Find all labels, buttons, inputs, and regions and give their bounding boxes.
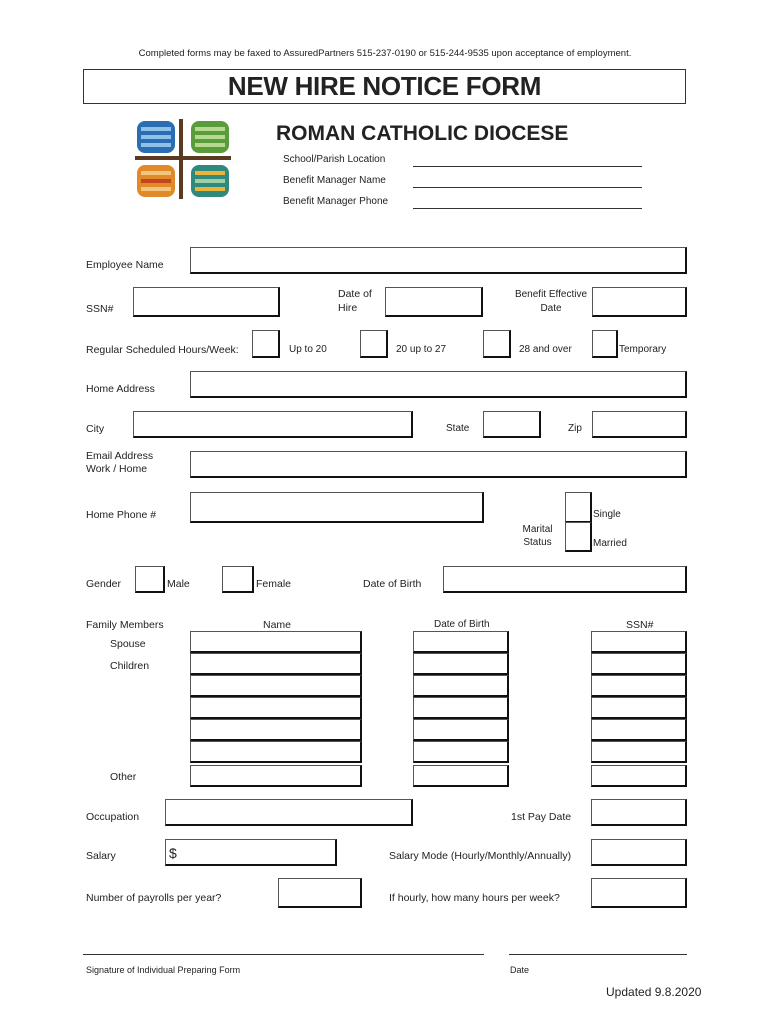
home-phone-label: Home Phone # [86, 509, 157, 521]
doh-label-2: Hire [338, 302, 358, 314]
family-dob-cell[interactable] [413, 741, 509, 763]
family-ssn-cell[interactable] [591, 765, 687, 787]
gender-label: Gender [86, 578, 122, 590]
hours-per-week-field[interactable] [591, 878, 687, 908]
col-ssn-header: SSN# [626, 619, 654, 631]
email-label-2: Work / Home [86, 463, 148, 475]
marital-label-2: Status [523, 537, 552, 548]
city-field[interactable] [133, 411, 413, 438]
family-name-cell[interactable] [190, 765, 362, 787]
hours-28plus-label: 28 and over [519, 344, 572, 355]
female-label: Female [256, 578, 292, 590]
married-checkbox[interactable] [565, 522, 592, 552]
city-label: City [86, 423, 105, 435]
occupation-field[interactable] [165, 799, 413, 826]
email-label-1: Email Address [86, 450, 154, 462]
manager-phone-line[interactable] [413, 208, 642, 209]
signature-date-label: Date [510, 965, 530, 975]
family-ssn-cell[interactable] [591, 719, 687, 741]
family-dob-cell[interactable] [413, 765, 509, 787]
ssn-field[interactable] [133, 287, 280, 317]
hours-20to27-label: 20 up to 27 [396, 344, 447, 355]
family-dob-cell[interactable] [413, 653, 509, 675]
col-name-header: Name [263, 619, 292, 631]
ssn-label: SSN# [86, 303, 114, 315]
salary-mode-field[interactable] [591, 839, 687, 866]
date-of-hire-field[interactable] [385, 287, 483, 317]
family-ssn-cell[interactable] [591, 675, 687, 697]
family-name-cell[interactable] [190, 697, 362, 719]
family-ssn-cell[interactable] [591, 697, 687, 719]
dob-label: Date of Birth [363, 578, 422, 590]
updated-date: Updated 9.8.2020 [606, 985, 702, 999]
doh-label-1: Date of [338, 288, 372, 300]
children-label: Children [110, 660, 150, 672]
single-checkbox[interactable] [565, 492, 592, 523]
fax-note: Completed forms may be faxed to AssuredPartners 515-237-0190 or 515-244-9535 upon acceptance of employment. [138, 48, 632, 59]
hours-upto20-checkbox[interactable] [252, 330, 280, 358]
employee-name-label: Employee Name [86, 259, 164, 271]
family-name-cell[interactable] [190, 675, 362, 697]
family-name-cell[interactable] [190, 653, 362, 675]
location-label: School/Parish Location [283, 154, 386, 165]
occupation-label: Occupation [86, 811, 140, 823]
employee-name-field[interactable] [190, 247, 687, 274]
female-checkbox[interactable] [222, 566, 254, 593]
state-label: State [446, 423, 470, 434]
benefit-eff-label-2: Date [540, 303, 562, 314]
first-pay-label: 1st Pay Date [511, 811, 572, 823]
family-dob-cell[interactable] [413, 719, 509, 741]
benefit-eff-label-1: Benefit Effective [514, 289, 588, 300]
married-label: Married [593, 538, 627, 549]
family-name-cell[interactable] [190, 741, 362, 763]
location-line[interactable] [413, 166, 642, 167]
spouse-label: Spouse [110, 638, 146, 650]
email-field[interactable] [190, 451, 687, 478]
family-dob-cell[interactable] [413, 675, 509, 697]
dollar-sign: $ [169, 845, 177, 861]
signature-line[interactable] [83, 954, 484, 955]
family-ssn-cell[interactable] [591, 631, 687, 653]
diocese-logo [135, 119, 231, 199]
family-name-cell[interactable] [190, 631, 362, 653]
benefit-effective-date-field[interactable] [592, 287, 687, 317]
manager-name-label: Benefit Manager Name [283, 175, 386, 186]
form-title: NEW HIRE NOTICE FORM [83, 69, 686, 104]
temporary-label: Temporary [619, 344, 667, 355]
family-members-label: Family Members [86, 619, 164, 631]
single-label: Single [593, 509, 621, 520]
hours-28plus-checkbox[interactable] [483, 330, 511, 358]
other-label: Other [110, 771, 137, 783]
family-ssn-cell[interactable] [591, 741, 687, 763]
male-checkbox[interactable] [135, 566, 165, 593]
col-dob-header: Date of Birth [434, 619, 490, 630]
dob-field[interactable] [443, 566, 687, 593]
male-label: Male [167, 578, 190, 590]
family-dob-cell[interactable] [413, 631, 509, 653]
home-address-label: Home Address [86, 383, 155, 395]
temporary-checkbox[interactable] [592, 330, 618, 358]
hours-20to27-checkbox[interactable] [360, 330, 388, 358]
hours-upto20-label: Up to 20 [289, 344, 327, 355]
manager-phone-label: Benefit Manager Phone [283, 196, 389, 207]
marital-label-1: Marital [522, 524, 553, 535]
state-field[interactable] [483, 411, 541, 438]
family-name-cell[interactable] [190, 719, 362, 741]
manager-name-line[interactable] [413, 187, 642, 188]
zip-field[interactable] [592, 411, 687, 438]
org-name: ROMAN CATHOLIC DIOCESE [276, 122, 569, 145]
hours-per-week-label: If hourly, how many hours per week? [389, 892, 560, 904]
salary-mode-label: Salary Mode (Hourly/Monthly/Annually) [389, 850, 572, 862]
hours-label: Regular Scheduled Hours/Week: [86, 344, 239, 356]
zip-label: Zip [568, 423, 582, 434]
payrolls-label: Number of payrolls per year? [86, 892, 222, 904]
family-dob-cell[interactable] [413, 697, 509, 719]
signature-date-line[interactable] [509, 954, 687, 955]
signature-label: Signature of Individual Preparing Form [86, 965, 241, 975]
home-address-field[interactable] [190, 371, 687, 398]
payrolls-field[interactable] [278, 878, 362, 908]
home-phone-field[interactable] [190, 492, 484, 523]
salary-label: Salary [86, 850, 116, 862]
salary-field[interactable] [165, 839, 337, 866]
family-ssn-cell[interactable] [591, 653, 687, 675]
first-pay-date-field[interactable] [591, 799, 687, 826]
